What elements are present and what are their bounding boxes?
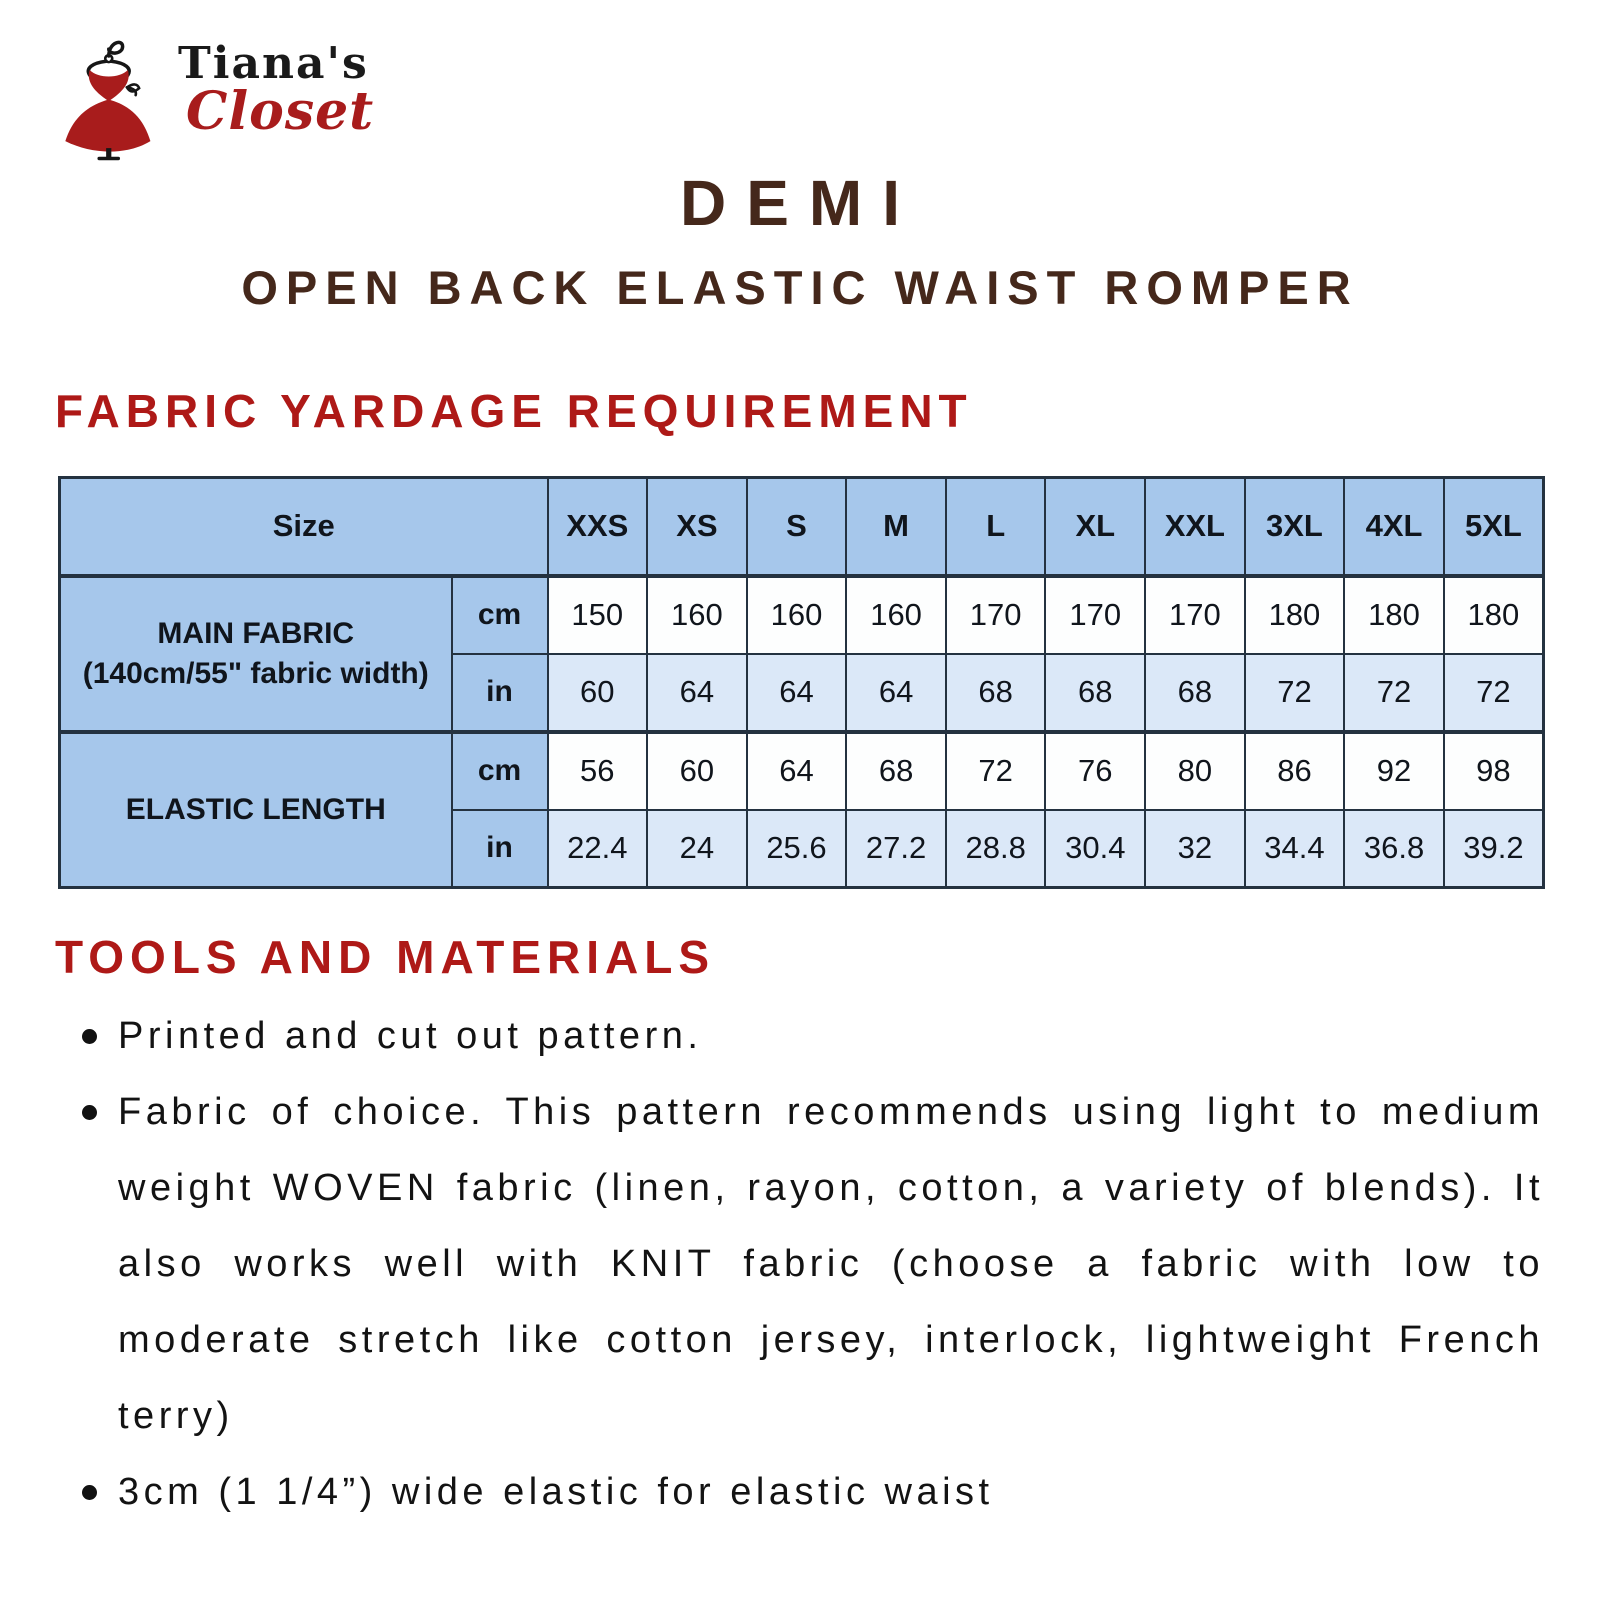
value-cell: 92	[1344, 732, 1444, 810]
size-col-header: 5XL	[1444, 478, 1544, 576]
size-col-header: L	[946, 478, 1046, 576]
main-fabric-label-line2: (140cm/55" fabric width)	[82, 656, 429, 690]
main-fabric-cm-row	[60, 576, 1544, 654]
unit-cell-in: in	[452, 810, 548, 888]
value-cell: 36.8	[1344, 810, 1444, 888]
brand-name-bottom: Closet	[186, 81, 375, 142]
value-cell: 56	[548, 732, 648, 810]
table-header-row	[60, 478, 1544, 576]
value-cell: 72	[1245, 654, 1345, 732]
value-cell: 68	[846, 732, 946, 810]
pattern-title: DEMI	[680, 167, 920, 239]
brand-name	[178, 30, 374, 142]
size-col-header: XXL	[1145, 478, 1245, 576]
value-cell: 24	[647, 810, 747, 888]
size-col-header: XS	[647, 478, 747, 576]
value-cell: 34.4	[1245, 810, 1345, 888]
main-fabric-label-cell	[60, 576, 452, 732]
brand-logo	[46, 30, 374, 162]
unit-cell-cm: cm	[452, 576, 548, 654]
value-cell: 180	[1245, 576, 1345, 654]
size-col-header: 4XL	[1344, 478, 1444, 576]
value-cell: 30.4	[1045, 810, 1145, 888]
value-cell: 160	[647, 576, 747, 654]
value-cell: 180	[1344, 576, 1444, 654]
value-cell: 64	[747, 654, 847, 732]
list-item: Fabric of choice. This pattern recommends using light to medium weight WOVEN fabric (linen, rayon, cotton, a variety of blends). It also works well with KNIT fabric (choose a fabric with low to moderate stretch like cotton jersey, interlock, lightweight French terry)	[82, 1074, 1544, 1454]
size-col-header: 3XL	[1245, 478, 1345, 576]
size-header-cell: Size	[60, 478, 548, 576]
value-cell: 39.2	[1444, 810, 1544, 888]
main-fabric-label-line1: MAIN FABRIC	[157, 616, 355, 650]
unit-cell-cm: cm	[452, 732, 548, 810]
value-cell: 160	[747, 576, 847, 654]
value-cell: 80	[1145, 732, 1245, 810]
value-cell: 72	[946, 732, 1046, 810]
value-cell: 170	[946, 576, 1046, 654]
value-cell: 72	[1344, 654, 1444, 732]
tools-section-heading: TOOLS AND MATERIALS	[55, 931, 716, 983]
value-cell: 150	[548, 576, 648, 654]
value-cell: 32	[1145, 810, 1245, 888]
dress-form-icon	[46, 30, 168, 162]
value-cell: 86	[1245, 732, 1345, 810]
value-cell: 76	[1045, 732, 1145, 810]
value-cell: 160	[846, 576, 946, 654]
title-block	[0, 168, 1600, 315]
value-cell: 22.4	[548, 810, 648, 888]
value-cell: 60	[548, 654, 648, 732]
list-item: Printed and cut out pattern.	[82, 998, 1544, 1074]
unit-cell-in: in	[452, 654, 548, 732]
value-cell: 25.6	[747, 810, 847, 888]
pattern-subtitle: OPEN BACK ELASTIC WAIST ROMPER	[241, 261, 1359, 314]
value-cell: 64	[647, 654, 747, 732]
value-cell: 60	[647, 732, 747, 810]
brand-name-top: Tiana's	[178, 38, 369, 89]
elastic-length-label-cell: ELASTIC LENGTH	[60, 732, 452, 888]
size-col-header: S	[747, 478, 847, 576]
value-cell: 68	[1045, 654, 1145, 732]
elastic-length-cm-row	[60, 732, 1544, 810]
value-cell: 170	[1045, 576, 1145, 654]
value-cell: 68	[946, 654, 1046, 732]
value-cell: 72	[1444, 654, 1544, 732]
value-cell: 68	[1145, 654, 1245, 732]
materials-list	[82, 998, 1544, 1530]
size-col-header: XL	[1045, 478, 1145, 576]
fabric-yardage-table	[58, 476, 1545, 889]
value-cell: 64	[747, 732, 847, 810]
value-cell: 28.8	[946, 810, 1046, 888]
yardage-section-heading: FABRIC YARDAGE REQUIREMENT	[55, 385, 973, 437]
value-cell: 170	[1145, 576, 1245, 654]
size-col-header: XXS	[548, 478, 648, 576]
size-col-header: M	[846, 478, 946, 576]
value-cell: 180	[1444, 576, 1544, 654]
list-item: 3cm (1 1/4”) wide elastic for elastic waist	[82, 1454, 1544, 1530]
value-cell: 98	[1444, 732, 1544, 810]
value-cell: 27.2	[846, 810, 946, 888]
value-cell: 64	[846, 654, 946, 732]
